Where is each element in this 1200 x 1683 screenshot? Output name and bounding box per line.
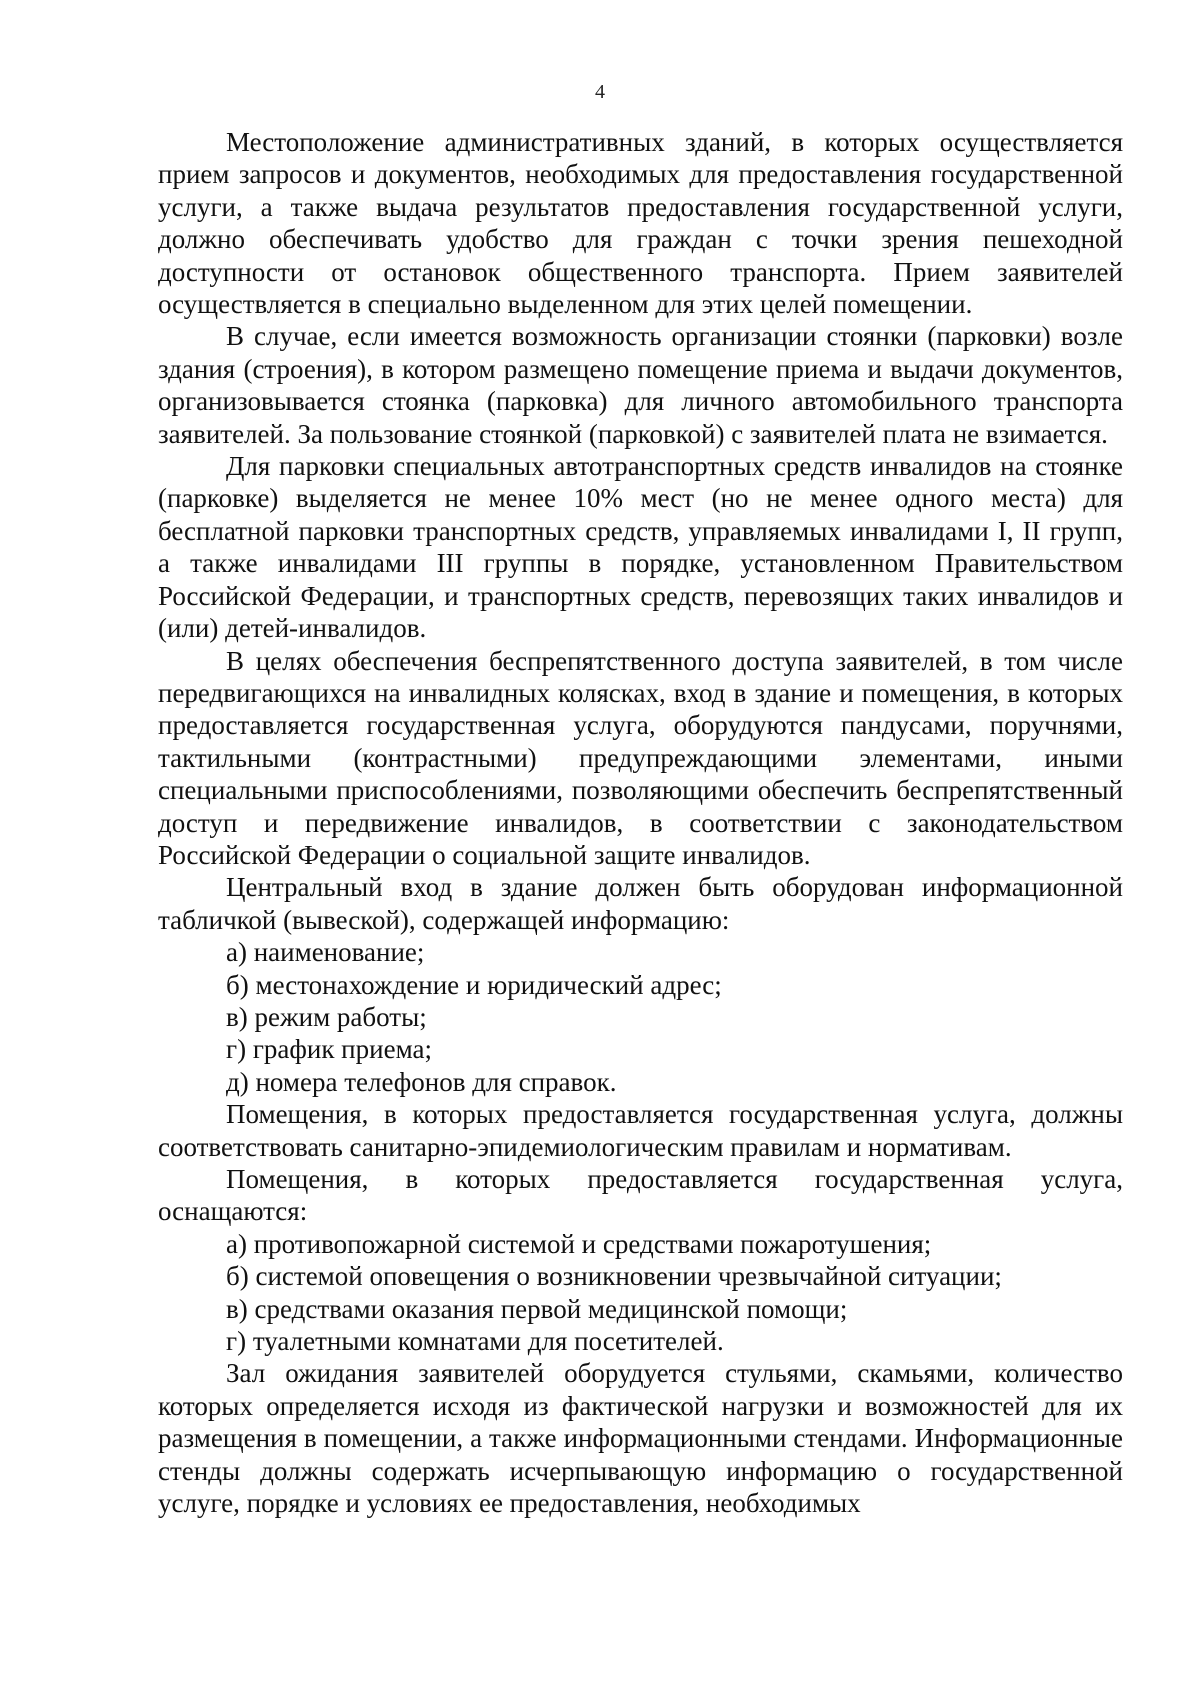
list-item-sign-name: а) наименование; xyxy=(226,937,425,968)
paragraph-accessibility: В целях обеспечения беспрепятственного доступа заявителей, в том числе передвигающихся на инвалидных колясках, вход в здание и помещения, в которых предоставляется государственная услуга, оборудуются пандусами, поручнями, тактильными (контрастными) предупреждающими элементами, иными специальными приспособлениями, позволяющими обеспечить беспрепятственный доступ и передвижение инвалидов, в соответствии с законодательством Российской Федерации о социальной защите инвалидов. xyxy=(158,645,1123,870)
document-body xyxy=(158,126,1123,1519)
list-item-fire-system: а) противопожарной системой и средствами пожаротушения; xyxy=(226,1228,932,1259)
paragraph-parking: В случае, если имеется возможность организации стоянки (парковки) возле здания (строения), в котором размещено помещение приема и выдачи документов, организовывается стоянка (парковка) для личного автомобильного транспорта заявителей. За пользование стоянкой (парковкой) с заявителей плата не взимается. xyxy=(158,321,1123,449)
paragraph-building-location: Местоположение административных зданий, в которых осуществляется прием запросов и документов, необходимых для предоставления государственной услуги, а также выдача результатов предоставления государственной услуги, должно обеспечивать удобство для граждан с точки зрения пешеходной доступности от остановок общественного транспорта. Прием заявителей осуществляется в специально выделенном для этих целей помещении. xyxy=(158,127,1123,320)
page-number: 4 xyxy=(595,81,605,103)
list-item-sign-hours: в) режим работы; xyxy=(226,1001,427,1032)
list-item-first-aid: в) средствами оказания первой медицинской помощи; xyxy=(226,1293,848,1324)
paragraph-sanitary-rules: Помещения, в которых предоставляется государственная услуга, должны соответствовать санитарно-эпидемиологическим правилам и нормативам. xyxy=(158,1099,1123,1162)
paragraph-entrance-sign: Центральный вход в здание должен быть оборудован информационной табличкой (вывеской), содержащей информацию: xyxy=(158,872,1123,935)
list-item-sign-schedule: г) график приема; xyxy=(226,1034,432,1065)
list-item-sign-address: б) местонахождение и юридический адрес; xyxy=(226,969,722,1000)
paragraph-equipment: Помещения, в которых предоставляется государственная услуга, оснащаются: xyxy=(158,1164,1123,1227)
list-item-alert-system: б) системой оповещения о возникновении чрезвычайной ситуации; xyxy=(226,1261,1002,1292)
paragraph-disabled-parking: Для парковки специальных автотранспортных средств инвалидов на стоянке (парковке) выделяется не менее 10% мест (но не менее одного места) для бесплатной парковки транспортных средств, управляемых инвалидами I, II групп, а также инвалидами III группы в порядке, установленном Правительством Российской Федерации, и транспортных средств, перевозящих таких инвалидов и (или) детей-инвалидов. xyxy=(158,451,1123,644)
list-item-sign-phones: д) номера телефонов для справок. xyxy=(226,1066,617,1097)
paragraph-waiting-hall: Зал ожидания заявителей оборудуется стульями, скамьями, количество которых определяется исходя из фактической нагрузки и возможностей для их размещения в помещении, а также информационными стендами. Информационные стенды должны содержать исчерпывающую информацию о государственной услуге, порядке и условиях ее предоставления, необходимых xyxy=(158,1358,1123,1519)
list-item-toilets: г) туалетными комнатами для посетителей. xyxy=(226,1326,724,1357)
